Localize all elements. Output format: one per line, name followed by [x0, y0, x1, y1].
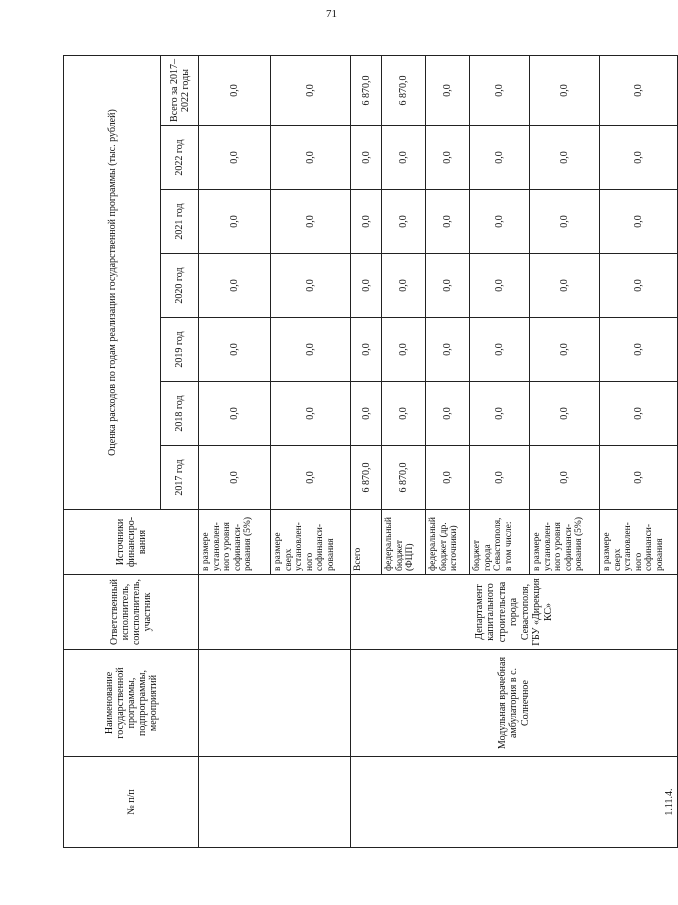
header-estimate: Оценка расходов по годам реализации государственной программы (тыс. рублей): [64, 55, 161, 509]
page-number: 71: [326, 8, 337, 20]
value-cell: 0,0: [271, 254, 351, 318]
value-cell: 0,0: [470, 254, 530, 318]
source-cell: в размере сверх установлен-ного софинанси-рования: [600, 510, 678, 575]
value-cell: 0,0: [530, 190, 600, 254]
value-cell: 6 870,0: [382, 446, 426, 510]
value-cell: 0,0: [530, 382, 600, 446]
value-cell: 0,0: [600, 55, 678, 125]
num-cell: [199, 757, 351, 848]
value-cell: 0,0: [199, 254, 271, 318]
value-cell: 0,0: [271, 55, 351, 125]
source-cell: в размере установлен-ного уровня софинанси-рования (5%): [199, 510, 271, 575]
value-cell: 0,0: [600, 382, 678, 446]
source-cell: федеральный бюджет (ФЦП): [382, 510, 426, 575]
value-cell: 0,0: [530, 446, 600, 510]
value-cell: 0,0: [470, 318, 530, 382]
value-cell: 0,0: [351, 318, 382, 382]
resp-cell: Департамент капитального строительства города Севастополя, ГБУ «Дирекция КС»: [351, 575, 678, 650]
value-cell: 0,0: [351, 254, 382, 318]
value-cell: 0,0: [271, 382, 351, 446]
value-cell: 0,0: [351, 382, 382, 446]
source-cell: Всего: [351, 510, 382, 575]
value-cell: 0,0: [426, 126, 470, 190]
header-year: 2018 год: [161, 382, 199, 446]
name-cell: Модульная врачебная амбулатория в с. Солнечное: [351, 650, 678, 757]
header-source: Источники финансиро-вания: [64, 510, 199, 575]
value-cell: 0,0: [470, 55, 530, 125]
value-cell: 0,0: [351, 190, 382, 254]
value-cell: 0,0: [600, 446, 678, 510]
value-cell: 0,0: [271, 126, 351, 190]
header-year: 2020 год: [161, 254, 199, 318]
value-cell: 0,0: [382, 126, 426, 190]
value-cell: 0,0: [470, 190, 530, 254]
value-cell: 0,0: [199, 55, 271, 125]
table-row: [351, 55, 382, 847]
value-cell: 0,0: [530, 254, 600, 318]
value-cell: 0,0: [382, 382, 426, 446]
source-cell: бюджет города Севастополя, в том числе:: [470, 510, 530, 575]
value-cell: 6 870,0: [351, 446, 382, 510]
value-cell: 0,0: [470, 382, 530, 446]
table-row: [199, 55, 271, 847]
value-cell: 0,0: [351, 126, 382, 190]
value-cell: 6 870,0: [382, 55, 426, 125]
value-cell: 0,0: [600, 190, 678, 254]
value-cell: 0,0: [530, 126, 600, 190]
value-cell: 0,0: [199, 126, 271, 190]
value-cell: 0,0: [530, 55, 600, 125]
value-cell: 0,0: [199, 382, 271, 446]
value-cell: 0,0: [426, 254, 470, 318]
source-cell: в размере сверх установлен-ного софинанси-рования: [271, 510, 351, 575]
value-cell: 0,0: [600, 126, 678, 190]
value-cell: 0,0: [600, 318, 678, 382]
value-cell: 0,0: [470, 126, 530, 190]
header-resp: Ответственный исполнитель, соисполнитель, участник: [64, 575, 199, 650]
value-cell: 0,0: [426, 382, 470, 446]
resp-cell: [199, 575, 351, 650]
header-year: 2019 год: [161, 318, 199, 382]
rotated-table-wrapper: [63, 56, 675, 848]
value-cell: 0,0: [530, 318, 600, 382]
value-cell: 0,0: [426, 318, 470, 382]
value-cell: 0,0: [382, 254, 426, 318]
value-cell: 0,0: [271, 446, 351, 510]
value-cell: 0,0: [426, 190, 470, 254]
value-cell: 0,0: [426, 446, 470, 510]
value-cell: 0,0: [199, 446, 271, 510]
value-cell: 0,0: [426, 55, 470, 125]
header-year: 2017 год: [161, 446, 199, 510]
header-year: 2022 год: [161, 126, 199, 190]
value-cell: 0,0: [382, 190, 426, 254]
expenditure-table: [63, 55, 678, 848]
num-cell: 1.11.4.: [351, 757, 678, 848]
header-num: № п/п: [64, 757, 199, 848]
header-year: 2021 год: [161, 190, 199, 254]
value-cell: 0,0: [600, 254, 678, 318]
header-year-total: Всего за 2017–2022 годы: [161, 55, 199, 125]
value-cell: 0,0: [199, 318, 271, 382]
value-cell: 0,0: [470, 446, 530, 510]
header-name: Наименование государственной программы, подпрограммы, мероприятий: [64, 650, 199, 757]
value-cell: 0,0: [199, 190, 271, 254]
value-cell: 6 870,0: [351, 55, 382, 125]
value-cell: 0,0: [382, 318, 426, 382]
name-cell: [199, 650, 351, 757]
value-cell: 0,0: [271, 318, 351, 382]
source-cell: федеральный бюджет (др. источники): [426, 510, 470, 575]
source-cell: в размере установлен-ного уровня софинанси-рования (5%): [530, 510, 600, 575]
value-cell: 0,0: [271, 190, 351, 254]
